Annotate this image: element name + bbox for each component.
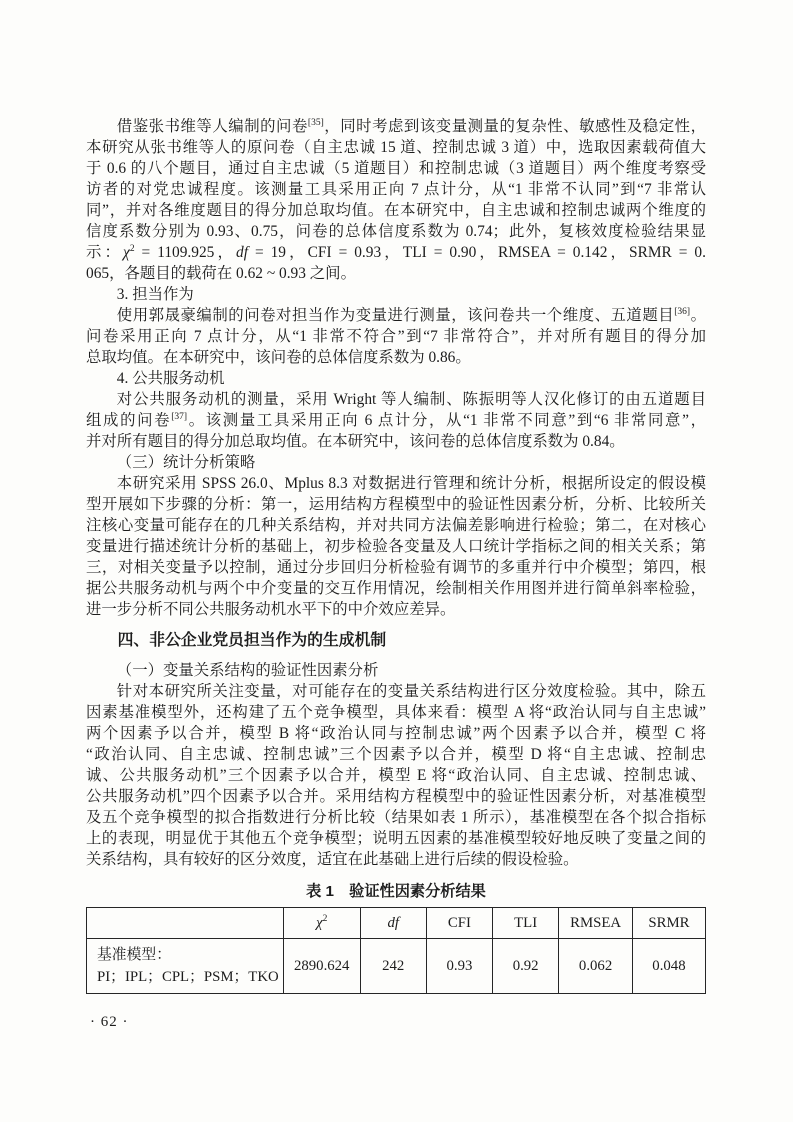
text-line: 两个因素予以合并，模型 B 将“政治认同与控制忠诚”两个因素予以合并，模型 C 将 xyxy=(86,725,706,742)
text-line: 本研究采用 SPSS 26.0、Mplus 8.3 对数据进行管理和统计分析，根据所设定的假设模 xyxy=(116,475,706,492)
text-line: 总取均值。在本研究中，该问卷的总体信度系数为 0.86。 xyxy=(86,349,471,366)
cell-cfi: 0.93 xyxy=(426,939,492,994)
header-srmr: SRMR xyxy=(632,908,705,939)
text-line: 示：$\chi^2 = 1109.925$，df = 19，CFI = 0.93，TLI = 0.90，RMSEA = 0.142，SRMR = 0. xyxy=(86,243,706,261)
cell-df: 242 xyxy=(360,939,426,994)
header-df: df xyxy=(360,908,426,939)
text-line: 问卷采用正向 7 点计分，从“1 非常不符合”到“7 非常符合”，并对所有题目的得分加 xyxy=(86,328,706,345)
cell-tli: 0.92 xyxy=(493,939,559,994)
text-line: 本研究从张书维等人的原问卷（自主忠诚 15 道、控制忠诚 3 道）中，选取因素载荷值大 xyxy=(86,139,706,156)
text-line: 于 0.6 的八个题目，通过自主忠诚（5 道题目）和控制忠诚（3 道题目）两个维度考察受 xyxy=(86,160,706,177)
subsection-heading: 3. 担当作为 xyxy=(116,286,194,303)
text-line: “政治认同、自主忠诚、控制忠诚”三个因素予以合并，模型 D 将“自主忠诚、控制忠 xyxy=(86,746,706,763)
text-line: 同”，并对各维度题目的得分加总取均值。在本研究中，自主忠诚和控制忠诚两个维度的 xyxy=(86,202,706,219)
article-body xyxy=(86,116,706,870)
page-number: · 62 · xyxy=(90,1014,129,1030)
text-line: 对公共服务动机的测量，采用 Wright 等人编制、陈振明等人汉化修订的由五道题目 xyxy=(116,391,706,408)
paragraph xyxy=(86,305,706,368)
text-line: 组成的问卷[37]。该测量工具采用正向 6 点计分，从“1 非常不同意”到“6 非常同意”， xyxy=(86,411,706,429)
table-row xyxy=(87,939,706,994)
paragraph xyxy=(86,389,706,452)
table-header-row xyxy=(87,908,706,939)
text-line: 针对本研究所关注变量，对可能存在的变量关系结构进行区分效度检验。其中，除五 xyxy=(116,683,706,700)
text-line: 及五个竞争模型的拟合指数进行分析比较（结果如表 1 所示），基准模型在各个拟合指标 xyxy=(86,809,706,826)
paragraph xyxy=(86,681,706,870)
subsection-heading: （三）统计分析策略 xyxy=(116,454,256,471)
text-line: 型开展如下步骤的分析：第一，运用结构方程模型中的验证性因素分析，分析、比较所关 xyxy=(86,496,706,513)
text-line: 上的表现，明显优于其他五个竞争模型；说明五因素的基准模型较好地反映了变量之间的 xyxy=(86,830,706,847)
paragraph xyxy=(86,116,706,284)
text-line: 信度系数分别为 0.93、0.75，问卷的总体信度系数为 0.74；此外，复核效度检验结果显 xyxy=(86,223,706,240)
header-cfi: CFI xyxy=(426,908,492,939)
subsection-heading: 4. 公共服务动机 xyxy=(116,370,225,387)
text-line: 三，对相关变量予以控制，通过分步回归分析检验有调节的多重并行中介模型；第四，根 xyxy=(86,559,706,576)
text-line: 使用郭晟豪编制的问卷对担当作为变量进行测量，该问卷共一个维度、五道题目[36]。 xyxy=(116,306,706,324)
text-line: 并对所有题目的得分加总取均值。在本研究中，该问卷的总体信度系数为 0.84。 xyxy=(86,433,625,450)
text-line: 进一步分析不同公共服务动机水平下的中介效应差异。 xyxy=(86,601,456,618)
text-line: 因素基准模型外，还构建了五个竞争模型，具体来看：模型 A 将“政治认同与自主忠诚” xyxy=(86,704,706,721)
text-line: 诚、公共服务动机”三个因素予以合并，模型 E 将“政治认同、自主忠诚、控制忠诚、 xyxy=(86,767,706,784)
text-line: 变量进行描述统计分析的基础上，初步检验各变量及人口统计学指标之间的相关关系；第 xyxy=(86,538,706,555)
header-model xyxy=(87,908,284,939)
cell-srmr: 0.048 xyxy=(632,939,705,994)
text-line: 据公共服务动机与两个中介变量的交互作用情况，绘制相关作用图并进行简单斜率检验， xyxy=(86,580,706,597)
cell-model xyxy=(87,939,284,994)
paragraph xyxy=(86,473,706,620)
table1-title: 表 1 验证性因素分析结果 xyxy=(306,883,486,900)
cell-chi-square: 2890.624 xyxy=(283,939,360,994)
subsection-heading: （一）变量关系结构的验证性因素分析 xyxy=(116,662,379,679)
text-line: 065，各题目的载荷在 0.62 ~ 0.93 之间。 xyxy=(86,265,356,282)
header-rmsea: RMSEA xyxy=(559,908,633,939)
header-tli: TLI xyxy=(493,908,559,939)
text-line: 公共服务动机”四个因素予以合并。采用结构方程模型中的验证性因素分析，对基准模型 xyxy=(86,788,706,805)
cell-rmsea: 0.062 xyxy=(559,939,633,994)
text-line: 借鉴张书维等人编制的问卷[35]，同时考虑到该变量测量的复杂性、敏感性及稳定性， xyxy=(116,117,706,135)
model-name-line: 基准模型： xyxy=(97,947,171,963)
model-factors-line: PI；IPL；CPL；PSM；TKO xyxy=(97,969,279,985)
text-line: 注核心变量可能存在的几种关系结构，并对共同方法偏差影响进行检验；第二，在对核心 xyxy=(86,517,706,534)
cfa-results-table xyxy=(86,907,706,994)
text-line: 访者的对党忠诚程度。该测量工具采用正向 7 点计分，从“1 非常不认同”到“7 非常认 xyxy=(86,181,706,198)
table1-block xyxy=(86,880,706,994)
section-heading: 四、非公企业党员担当作为的生成机制 xyxy=(117,632,387,649)
text-line: 关系结构，具有较好的区分效度，适宜在此基础上进行后续的假设检验。 xyxy=(86,851,579,868)
page-content xyxy=(86,116,706,994)
header-chi-square: $\chi^2$ xyxy=(283,908,360,939)
